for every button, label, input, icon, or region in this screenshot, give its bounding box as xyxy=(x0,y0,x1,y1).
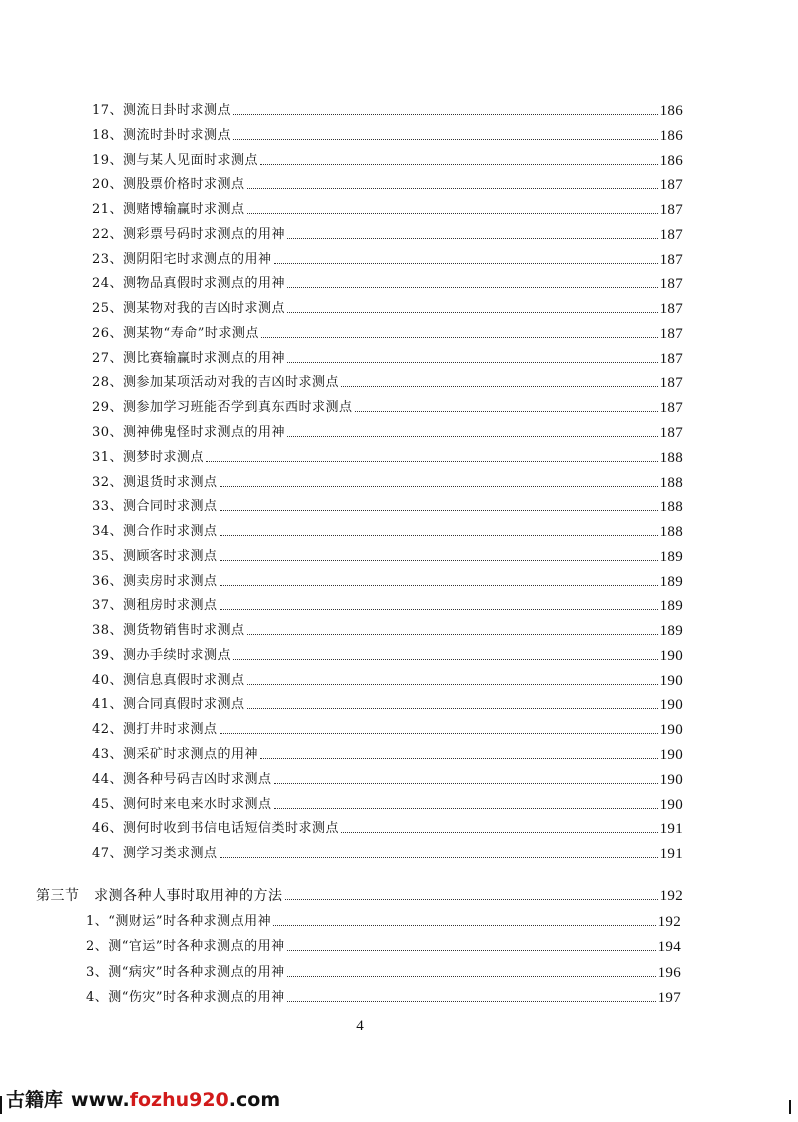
toc-entry-title: 26、测某物“寿命”时求测点 xyxy=(92,325,259,341)
dot-leader xyxy=(287,287,658,288)
toc-entry-page: 189 xyxy=(659,548,683,565)
toc-entry-title: 34、测合作时求测点 xyxy=(92,524,218,540)
toc-entry-page: 188 xyxy=(659,449,683,466)
watermark-site-name: 古籍库 xyxy=(6,1089,64,1111)
dot-leader xyxy=(287,362,658,363)
toc-entry-page: 188 xyxy=(659,474,683,491)
dot-leader xyxy=(233,114,658,115)
toc-entry-title: 39、测办手续时求测点 xyxy=(92,647,232,663)
toc-entry xyxy=(92,244,683,268)
toc-entry-title: 38、测货物销售时求测点 xyxy=(92,623,245,639)
toc-entry-title: 20、测股票价格时求测点 xyxy=(92,177,245,193)
watermark-www: www. xyxy=(71,1089,130,1111)
toc-entry xyxy=(92,689,683,713)
dot-leader xyxy=(261,337,658,338)
dot-leader xyxy=(247,634,658,635)
dot-leader xyxy=(287,312,658,313)
toc-entry xyxy=(92,789,683,813)
toc-entry-title: 44、测各种号码吉凶时求测点 xyxy=(92,771,272,787)
toc-entry-page: 187 xyxy=(659,251,683,268)
toc-entry-page: 187 xyxy=(659,301,683,318)
toc-entry-title: 46、测何时收到书信电话短信类时求测点 xyxy=(92,821,340,837)
toc-entry-page: 187 xyxy=(659,202,683,219)
dot-leader xyxy=(220,733,658,734)
toc-entry-page: 187 xyxy=(659,350,683,367)
toc-entry xyxy=(92,541,683,565)
toc-entry-page: 187 xyxy=(659,400,683,417)
dot-leader xyxy=(273,925,656,926)
dot-leader xyxy=(220,560,658,561)
dot-leader xyxy=(233,659,658,660)
toc-entry-page: 196 xyxy=(657,964,681,981)
toc-entry-title: 35、测顾客时求测点 xyxy=(92,548,218,564)
dot-leader xyxy=(260,164,658,165)
toc-entry-title: 32、测退货时求测点 xyxy=(92,474,218,490)
toc-entry-page: 188 xyxy=(659,524,683,541)
toc-entry-page: 194 xyxy=(657,939,681,956)
dot-leader xyxy=(274,263,658,264)
toc-entry xyxy=(92,417,683,441)
dot-leader xyxy=(220,585,658,586)
dot-leader xyxy=(206,461,658,462)
toc-entry xyxy=(92,739,683,763)
dot-leader xyxy=(220,486,658,487)
toc-entry-page: 187 xyxy=(659,226,683,243)
toc-entry-title: 24、测物品真假时求测点的用神 xyxy=(92,276,286,292)
toc-entry-title: 第三节 求测各种人事时取用神的方法 xyxy=(36,888,283,904)
toc-entry xyxy=(92,566,683,590)
dot-leader xyxy=(260,758,658,759)
toc-entry-page: 190 xyxy=(659,647,683,664)
toc-entry-title: 18、测流时卦时求测点 xyxy=(92,127,232,143)
toc-entry-page: 187 xyxy=(659,325,683,342)
toc-entry-title: 40、测信息真假时求测点 xyxy=(92,672,245,688)
dot-leader xyxy=(341,832,658,833)
toc-entry-title: 45、测何时来电来水时求测点 xyxy=(92,796,272,812)
toc-entry xyxy=(92,838,683,862)
toc-entry-title: 27、测比赛输赢时求测点的用神 xyxy=(92,350,286,366)
toc-subentry xyxy=(86,931,681,955)
toc-entry-title: 37、测租房时求测点 xyxy=(92,598,218,614)
toc-entry xyxy=(92,95,683,119)
toc-entry-page: 190 xyxy=(659,796,683,813)
toc-entry-page: 186 xyxy=(659,103,683,119)
toc-entry-title: 43、测采矿时求测点的用神 xyxy=(92,747,259,763)
toc-entry xyxy=(92,615,683,639)
toc-entry-page: 186 xyxy=(659,152,683,169)
toc-entry-page: 190 xyxy=(659,697,683,714)
dot-leader xyxy=(274,808,658,809)
toc-entry-title: 22、测彩票号码时求测点的用神 xyxy=(92,226,286,242)
toc-entry xyxy=(92,194,683,218)
toc-entry xyxy=(92,590,683,614)
dot-leader xyxy=(220,535,658,536)
toc-entry-page: 189 xyxy=(659,573,683,590)
toc-entry-title: 17、测流日卦时求测点 xyxy=(92,103,232,118)
toc-entry-page: 192 xyxy=(659,888,683,904)
dot-leader xyxy=(220,609,658,610)
dot-leader xyxy=(341,386,658,387)
toc-entry-title: 23、测阴阳宅时求测点的用神 xyxy=(92,251,272,267)
dot-leader xyxy=(287,238,658,239)
toc-entry-title: 3、测“病灾”时各种求测点的用神 xyxy=(86,964,285,980)
toc-entry-page: 191 xyxy=(659,846,683,863)
toc-entry xyxy=(92,120,683,144)
page-number: 4 xyxy=(356,1018,364,1034)
toc-entry xyxy=(92,491,683,515)
toc-entry-page: 191 xyxy=(659,821,683,838)
toc-entry-title: 36、测卖房时求测点 xyxy=(92,573,218,589)
dot-leader xyxy=(287,436,658,437)
toc-entry-title: 4、测“伤灾”时各种求测点的用神 xyxy=(86,989,285,1005)
toc-section-heading xyxy=(36,880,683,904)
watermark-domain: fozhu920 xyxy=(129,1089,229,1111)
dot-leader xyxy=(220,510,658,511)
toc-entry xyxy=(92,169,683,193)
dot-leader xyxy=(247,188,658,189)
dot-leader xyxy=(233,139,658,140)
toc-entry xyxy=(92,145,683,169)
toc-entry-page: 190 xyxy=(659,722,683,739)
toc-entry xyxy=(92,392,683,416)
toc-entry xyxy=(92,318,683,342)
dot-leader xyxy=(247,213,658,214)
toc-entry-title: 21、测赌博输赢时求测点 xyxy=(92,202,245,218)
toc-entry-page: 187 xyxy=(659,276,683,293)
toc-entry xyxy=(92,343,683,367)
dot-leader xyxy=(287,950,656,951)
toc-entry-title: 41、测合同真假时求测点 xyxy=(92,697,245,713)
toc-entry-title: 29、测参加学习班能否学到真东西时求测点 xyxy=(92,400,353,416)
toc-entry xyxy=(92,219,683,243)
toc-entry-title: 19、测与某人见面时求测点 xyxy=(92,152,259,168)
toc-entry-page: 187 xyxy=(659,177,683,194)
toc-entry-page: 190 xyxy=(659,672,683,689)
dot-leader xyxy=(287,1001,656,1002)
toc-entry xyxy=(92,764,683,788)
toc-entry-title: 30、测神佛鬼怪时求测点的用神 xyxy=(92,425,286,440)
dot-leader xyxy=(285,899,658,900)
toc-entry xyxy=(92,293,683,317)
toc-entry-title: 31、测梦时求测点 xyxy=(92,449,205,465)
toc-entry-page: 189 xyxy=(659,598,683,615)
toc-entry-title: 25、测某物对我的吉凶时求测点 xyxy=(92,301,286,317)
toc-entry-title: 28、测参加某项活动对我的吉凶时求测点 xyxy=(92,375,340,391)
toc-entry-title: 47、测学习类求测点 xyxy=(92,846,218,862)
toc-entry xyxy=(92,442,683,466)
watermark-tld: .com xyxy=(228,1089,281,1111)
toc-entry-title: 1、“测财运”时各种求测点用神 xyxy=(86,914,272,929)
toc-entry xyxy=(92,516,683,540)
toc-entry-page: 187 xyxy=(659,375,683,392)
dot-leader xyxy=(274,783,658,784)
toc-subentry xyxy=(86,982,681,1006)
toc-entry-page: 187 xyxy=(659,425,683,441)
toc-entry-page: 190 xyxy=(659,771,683,788)
left-edge-mark xyxy=(0,1096,2,1114)
dot-leader xyxy=(247,684,658,685)
dot-leader xyxy=(287,976,656,977)
toc-entry xyxy=(92,813,683,837)
toc-entry xyxy=(92,665,683,689)
toc-entry xyxy=(92,714,683,738)
toc-entry-title: 42、测打井时求测点 xyxy=(92,722,218,738)
dot-leader xyxy=(355,411,658,412)
toc-entry xyxy=(92,268,683,292)
toc-entry-title: 2、测“官运”时各种求测点的用神 xyxy=(86,939,285,955)
toc-subentry xyxy=(86,957,681,981)
toc-entry-page: 197 xyxy=(657,989,681,1006)
right-edge-mark xyxy=(789,1100,791,1114)
toc-entry-page: 186 xyxy=(659,127,683,144)
dot-leader xyxy=(247,708,658,709)
toc-entry xyxy=(92,467,683,491)
toc-entry-page: 189 xyxy=(659,623,683,640)
toc-subentry xyxy=(86,906,681,930)
toc-entry-page: 188 xyxy=(659,499,683,516)
toc-entry xyxy=(92,367,683,391)
site-watermark xyxy=(6,1085,280,1112)
toc-entry-page: 192 xyxy=(657,914,681,930)
toc-entry-title: 33、测合同时求测点 xyxy=(92,499,218,515)
toc-entry-page: 190 xyxy=(659,747,683,764)
dot-leader xyxy=(220,857,658,858)
toc-entry xyxy=(92,640,683,664)
